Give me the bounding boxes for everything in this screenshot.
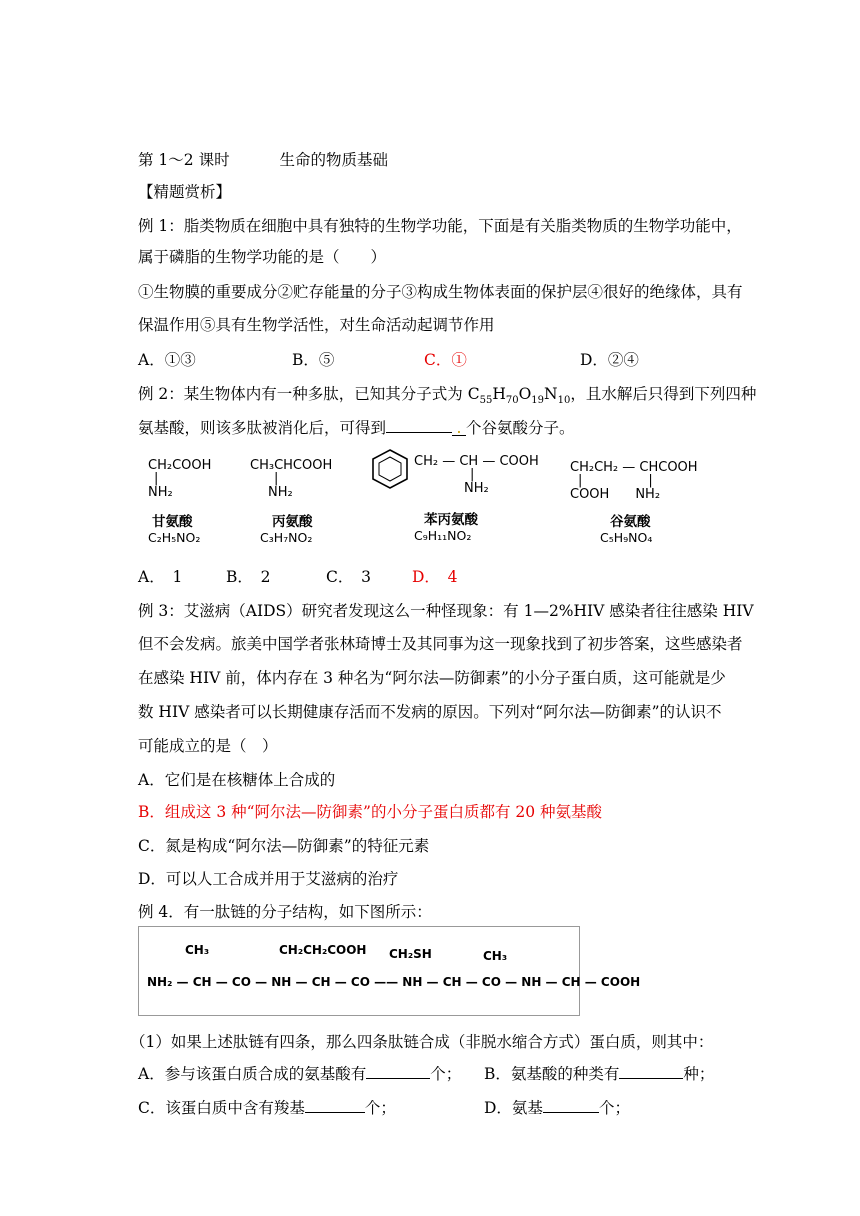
ex3-line-1: 例 3：艾滋病（AIDS）研究者发现这么一种怪现象：有 1—2%HIV 感染者往往感染 HIV [138, 602, 754, 620]
ex2-blank-dot: . [452, 421, 466, 436]
section-title: 【精题赏析】 [138, 183, 232, 201]
ex2-stem-1: 例 2：某生物体内有一种多肽，已知其分子式为 $C_{55}H_{70}O_{19}N_{10}$，且水解后只得到下列四种 [138, 385, 757, 407]
molecule-name: 谷氨酸 [610, 514, 651, 530]
ex2-option-d: D． 4 [412, 568, 458, 586]
molecule-alanine: CH₃CHCOOH | NH₂ 丙氨酸 C₃H₇NO₂ [250, 458, 333, 545]
molecule-name: 甘氨酸 [152, 514, 193, 530]
lesson-header [138, 148, 388, 170]
ex2-stem-2: 氨基酸，则该多肽被消化后，可得到 . 个谷氨酸分子。 [138, 419, 575, 437]
ex1-option-b: B．⑤ [292, 351, 335, 369]
ex2-option-b: B． 2 [226, 568, 271, 586]
molecule-glycine: CH₂COOH | NH₂ 甘氨酸 C₂H₅NO₂ [148, 458, 212, 545]
molecule-formula: C₃H₇NO₂ [260, 530, 313, 545]
molecule-name: 苯丙氨酸 [424, 512, 478, 528]
ex1-option-d: D．②④ [580, 351, 639, 369]
benzene-ring-icon [368, 446, 412, 492]
ex4-stem: 例 4．有一肽链的分子结构，如下图所示： [138, 903, 432, 921]
molecule-glutamic-acid: CH₂CH₂ — CHCOOH | | COOH NH₂ 谷氨酸 C₅H₉NO₄ [570, 460, 698, 545]
ex1-stem-1: 例 1：脂类物质在细胞中具有独特的生物学功能，下面是有关脂类物质的生物学功能中， [138, 217, 742, 235]
ex4-question-d: D．氨基 个； [484, 1099, 630, 1117]
ex3-option-d: D．可以人工合成并用于艾滋病的治疗 [138, 870, 399, 888]
answer-blank [305, 1098, 365, 1113]
ex1-option-c: C．① [424, 351, 467, 369]
lesson-topic: 生命的物质基础 [279, 151, 388, 169]
molecule-name: 丙氨酸 [272, 514, 313, 530]
molecule-formula: C₂H₅NO₂ [148, 530, 201, 545]
ex2-option-c: C． 3 [326, 568, 371, 586]
ex3-line-3: 在感染 HIV 前，体内存在 3 种名为“阿尔法—防御素”的小分子蛋白质，这可能就是少 [138, 669, 726, 687]
ex1-stem-2: 属于磷脂的生物学功能的是（ ） [138, 248, 387, 266]
ex1-items-1: ①生物膜的重要成分②贮存能量的分子③构成生物体表面的保护层④很好的绝缘体，具有 [138, 283, 743, 301]
molecule-formula: C₉H₁₁NO₂ [414, 528, 472, 543]
ex1-option-a: A．①③ [138, 351, 196, 369]
answer-blank [619, 1064, 683, 1079]
ex3-line-5: 可能成立的是（ ） [138, 737, 278, 755]
ex4-question-a: A．参与该蛋白质合成的氨基酸有 个； [138, 1065, 462, 1083]
ex4-question-1: （1）如果上述肽链有四条，那么四条肽链合成（非脱水缩合方式）蛋白质，则其中： [130, 1033, 714, 1051]
ex2-option-a: A． 1 [138, 568, 183, 586]
ex3-option-c: C．氮是构成“阿尔法—防御素”的特征元素 [138, 837, 430, 855]
molecule-formula: C₅H₉NO₄ [600, 530, 653, 545]
ex4-question-c: C．该蛋白质中含有羧基 个； [138, 1099, 396, 1117]
ex3-option-b: B．组成这 3 种“阿尔法—防御素”的小分子蛋白质都有 20 种氨基酸 [138, 803, 603, 821]
peptide-structure-figure: CH₃ CH₂CH₂COOH CH₂SH CH₃ NH₂ — CH — CO — NH — CH — CO —— NH — CH — CO — NH — CH — COOH [138, 926, 580, 1016]
ex1-items-2: 保温作用⑤具有生物学活性，对生命活动起调节作用 [138, 316, 495, 334]
ex2-answer-blank [386, 418, 452, 433]
molecule-phenylalanine: CH₂ — CH — COOH | NH₂ 苯丙氨酸 C₉H₁₁NO₂ [414, 454, 539, 543]
answer-blank [366, 1064, 430, 1079]
ex3-line-2: 但不会发病。旅美中国学者张林琦博士及其同事为这一现象找到了初步答案，这些感染者 [138, 635, 743, 653]
ex3-line-4: 数 HIV 感染者可以长期健康存活而不发病的原因。下列对“阿尔法—防御素”的认识不 [138, 703, 722, 721]
lesson-number: 第 1～2 课时 [138, 151, 230, 169]
answer-blank [543, 1098, 599, 1113]
ex3-option-a: A．它们是在核糖体上合成的 [138, 771, 336, 789]
ex4-question-b: B．氨基酸的种类有 种； [484, 1065, 715, 1083]
